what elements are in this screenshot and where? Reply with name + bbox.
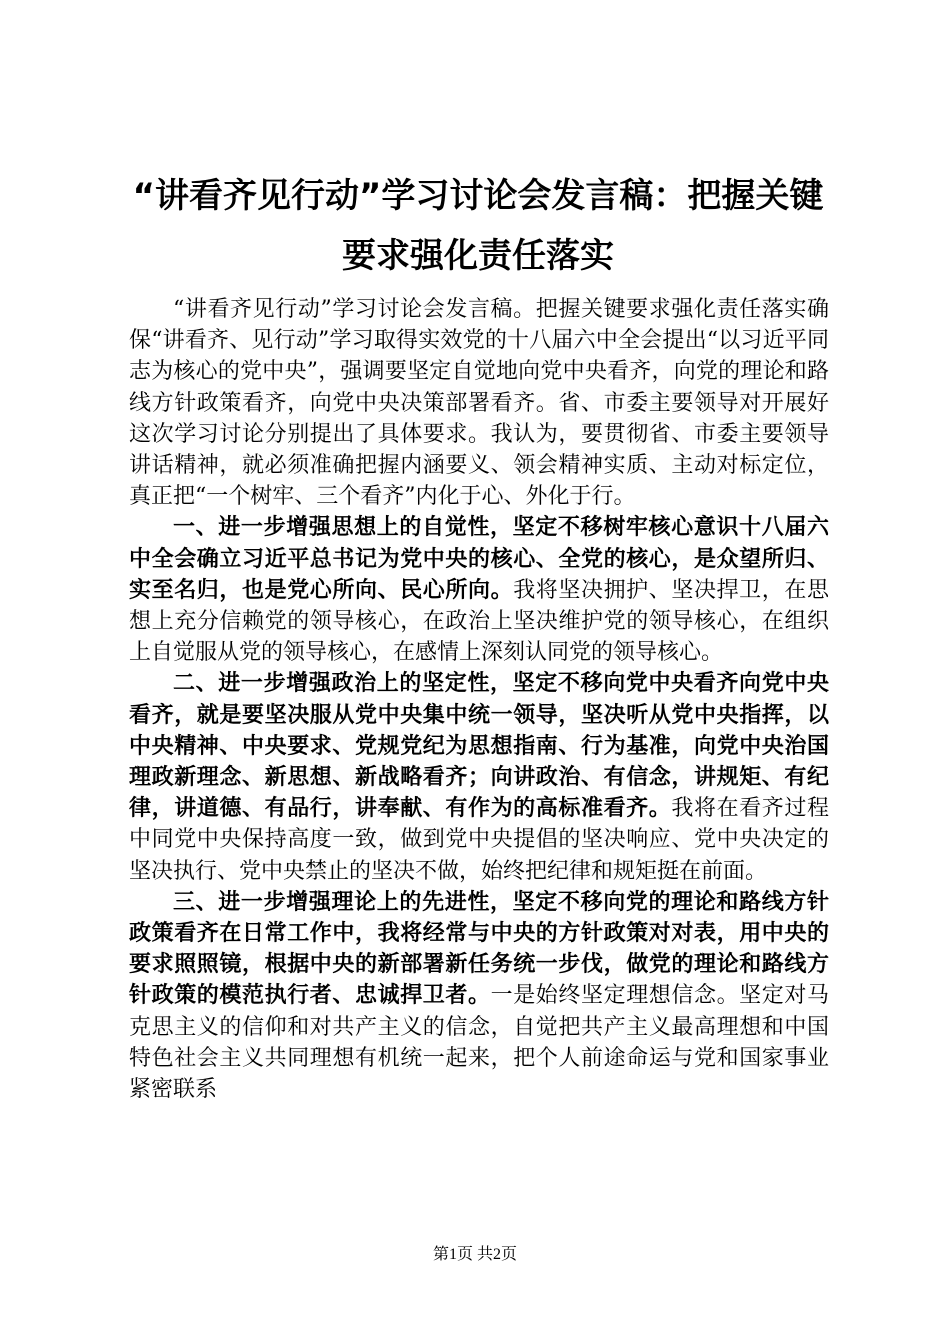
paragraph-section-3 xyxy=(129,887,829,1105)
paragraph-intro xyxy=(129,294,829,512)
paragraph-section-2 xyxy=(129,668,829,886)
paragraph-text: “讲看齐见行动”学习讨论会发言稿。把握关键要求强化责任落实确保“讲看齐、见行动”学习取得实效党的十八届六中全会提出“以习近平同志为核心的党中央”，强调要坚定自觉地向党中央看齐，向党的理论和路线方针政策看齐，向党中央决策部署看齐。省、市委主要领导对开展好这次学习讨论分别提出了具体要求。我认为，要贯彻省、市委主要领导讲话精神，就必须准确把握内涵要义、领会精神实质、主动对标定位，真正把“一个树牢、三个看齐”内化于心、外化于行。 xyxy=(129,297,829,510)
section-heading: 二、进一步增强政治上的坚定性，坚定不移向党中央看齐向党中央看齐，就是要坚决服从党中央集中统一领导，坚决听从党中央指挥，以中央精神、中央要求、党规党纪为思想指南、行为基准，向党中央治国理政新理念、新思想、新战略看齐；向讲政治、有信念，讲规矩、有纪律，讲道德、有品行，讲奉献、有作为的高标准看齐。 xyxy=(129,671,829,822)
section-heading: 三、进一步增强理论上的先进性，坚定不移向党的理论和路线方针政策看齐在日常工作中，我将经常与中央的方针政策对对表，用中央的要求照照镜，根据中央的新部署新任务统一步伐，做党的理论和路线方针政策的模范执行者、忠诚捍卫者。 xyxy=(129,889,829,1009)
page-footer: 第1页 共2页 xyxy=(432,1246,517,1263)
paragraph-text: 我将坚决拥护、坚决捍卫，在思想上充分信赖党的领导核心，在政治上坚决维护党的领导核心，在组织上自觉服从党的领导核心，在感情上深刻认同党的领导核心。 xyxy=(129,577,829,666)
paragraph-section-1 xyxy=(129,512,829,668)
paragraph-text: 一是始终坚定理想信念。坚定对马克思主义的信仰和对共产主义的信念，自觉把共产主义最高理想和中国特色社会主义共同理想有机统一起来，把个人前途命运与党和国家事业紧密联系 xyxy=(129,983,829,1103)
paragraph-text: 我将在看齐过程中同党中央保持高度一致，做到党中央提倡的坚决响应、党中央决定的坚决执行、党中央禁止的坚决不做，始终把纪律和规矩挺在前面。 xyxy=(129,796,829,884)
document-body xyxy=(129,294,829,1105)
section-heading: 一、进一步增强思想上的自觉性，坚定不移树牢核心意识十八届六中全会确立习近平总书记为党中央的核心、全党的核心，是众望所归、实至名归，也是党心所向、民心所向。 xyxy=(129,515,829,603)
document-title: “讲看齐见行动”学习讨论会发言稿：把握关键要求强化责任落实 xyxy=(132,176,824,276)
